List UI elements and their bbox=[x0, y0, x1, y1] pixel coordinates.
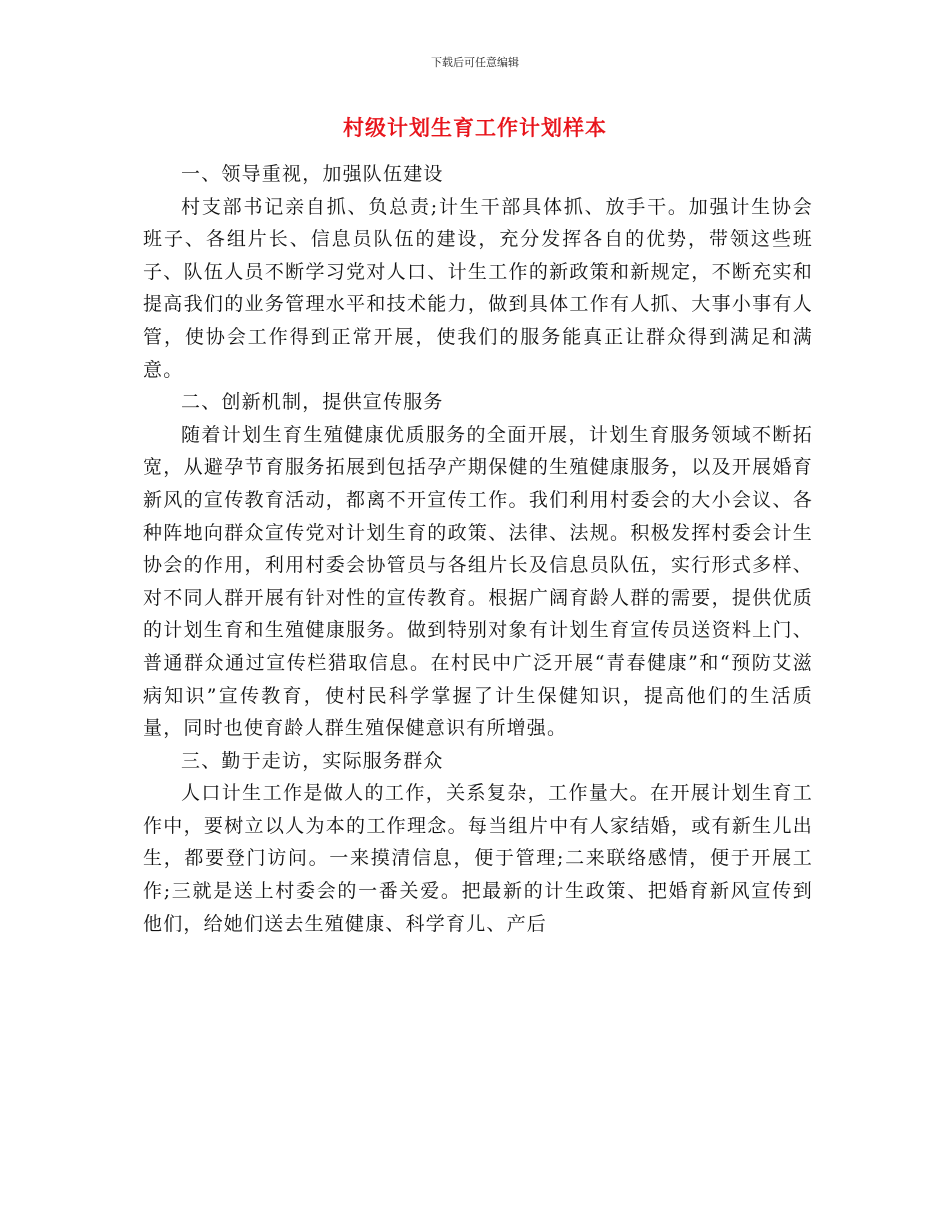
section-paragraph-3: 人口计生工作是做人的工作，关系复杂，工作量大。在开展计划生育工作中，要树立以人为本的工作理念。每当组片中有人家结婚，或有新生儿出生，都要登门访问。一来摸清信息，便于管理;二来联络感情，便于开展工作;三就是送上村委会的一番关爱。把最新的计生政策、把婚育新风宣传到他们，给她们送去生殖健康、科学育儿、产后 bbox=[143, 782, 813, 935]
section-paragraph-2: 随着计划生育生殖健康优质服务的全面开展，计划生育服务领域不断拓宽，从避孕节育服务拓展到包括孕产期保健的生殖健康服务，以及开展婚育新风的宣传教育活动，都离不开宣传工作。我们利用村委会的大小会议、各种阵地向群众宣传党对计划生育的政策、法律、法规。积极发挥村委会计生协会的作用，利用村委会协管员与各组片长及信息员队伍，实行形式多样、对不同人群开展有针对性的宣传教育。根据广阔育龄人群的需要，提供优质的计划生育和生殖健康服务。做到特别对象有计划生育宣传员送资料上门、普通群众通过宣传栏猎取信息。在村民中广泛开展“青春健康”和“预防艾滋病知识”宣传教育，使村民科学掌握了计生保健知识，提高他们的生活质量，同时也使育龄人群生殖保健意识有所增强。 bbox=[143, 423, 813, 740]
document-body bbox=[143, 158, 813, 940]
document-title: 村级计划生育工作计划样本 bbox=[343, 115, 607, 140]
section-heading-2: 二、创新机制，提供宣传服务 bbox=[181, 391, 444, 414]
section-heading-1: 一、领导重视，加强队伍建设 bbox=[181, 163, 444, 185]
section-heading-3: 三、勤于走访，实际服务群众 bbox=[181, 749, 444, 772]
section-paragraph-1: 村支部书记亲自抓、负总责;计生干部具体抓、放手干。加强计生协会班子、各组片长、信息员队伍的建设，充分发挥各自的优势，带领这些班子、队伍人员不断学习党对人口、计生工作的新政策和新规定，不断充实和提高我们的业务管理水平和技术能力，做到具体工作有人抓、大事小事有人管，使协会工作得到正常开展，使我们的服务能真正让群众得到满足和满意。 bbox=[143, 195, 813, 381]
header-note: 下载后可任意编辑 bbox=[431, 56, 519, 69]
